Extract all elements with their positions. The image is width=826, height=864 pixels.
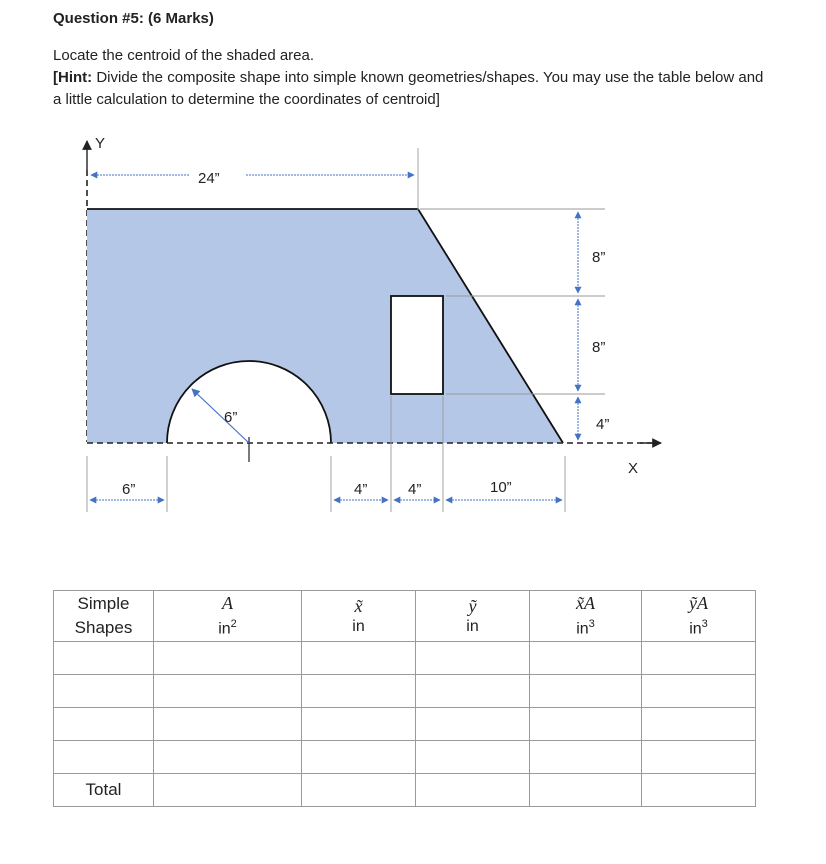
radius-dimension-line [192, 389, 249, 443]
header-y-tilde-a: ỹA $in^3$ [642, 591, 756, 642]
dim-4-first-label: 4” [354, 481, 368, 498]
dim-4-lower-label: 4” [596, 416, 610, 433]
header-y-tilde: ỹ in [416, 591, 530, 642]
table-cell[interactable] [416, 675, 530, 708]
shaded-area [87, 209, 563, 443]
y-axis-label: Y [95, 135, 106, 152]
dim-6-bottom-label: 6” [122, 481, 136, 498]
header-area: A $in^2$ [154, 591, 302, 642]
centroid-table [53, 590, 756, 807]
hint-text: Divide the composite shape into simple known geometries/shapes. You may use the table below and a little calculation to determine the coordinates of centroid] [53, 69, 764, 108]
table-cell[interactable] [642, 774, 756, 807]
table-cell[interactable] [154, 741, 302, 774]
table-cell[interactable] [416, 741, 530, 774]
table-cell[interactable] [302, 741, 416, 774]
header-simple-shapes: Simple Shapes [54, 591, 154, 642]
total-label: Total [54, 774, 154, 807]
table-cell[interactable] [530, 741, 642, 774]
table-cell[interactable] [530, 675, 642, 708]
table-cell[interactable] [530, 642, 642, 675]
table-row [54, 741, 756, 774]
header-x-tilde-a: x̃A $in^3$ [530, 591, 642, 642]
table-cell[interactable] [302, 774, 416, 807]
table-cell[interactable] [642, 741, 756, 774]
table-cell[interactable] [416, 774, 530, 807]
table-cell[interactable] [154, 774, 302, 807]
table-cell[interactable] [54, 708, 154, 741]
table-cell[interactable] [642, 675, 756, 708]
table-cell[interactable] [642, 708, 756, 741]
table-cell[interactable] [530, 708, 642, 741]
table-total-row [54, 774, 756, 807]
table-cell[interactable] [54, 741, 154, 774]
table-cell[interactable] [154, 708, 302, 741]
rectangular-hole [391, 296, 443, 394]
table-cell[interactable] [154, 675, 302, 708]
dim-4-second-label: 4” [408, 481, 422, 498]
x-axis-label: X [628, 460, 639, 477]
table-cell[interactable] [416, 642, 530, 675]
table-header-row [54, 591, 756, 642]
table-row [54, 642, 756, 675]
table-cell[interactable] [530, 774, 642, 807]
table-cell[interactable] [642, 642, 756, 675]
table-cell[interactable] [54, 642, 154, 675]
dim-10-label: 10” [490, 479, 512, 496]
hint-label: [Hint: [53, 69, 93, 86]
question-prompt: Locate the centroid of the shaded area. [53, 47, 315, 64]
dim-8-upper-label: 8” [592, 249, 606, 266]
table-cell[interactable] [302, 642, 416, 675]
dim-8-middle-label: 8” [592, 339, 606, 356]
dim-24-label: 24” [198, 170, 220, 187]
table-cell[interactable] [154, 642, 302, 675]
table-cell[interactable] [302, 675, 416, 708]
table-row [54, 708, 756, 741]
header-x-tilde: x̃ in [302, 591, 416, 642]
table-row [54, 675, 756, 708]
table-cell[interactable] [54, 675, 154, 708]
table-cell[interactable] [416, 708, 530, 741]
radius-label: 6” [224, 409, 238, 426]
question-title: Question #5: (6 Marks) [53, 10, 214, 27]
table-cell[interactable] [302, 708, 416, 741]
